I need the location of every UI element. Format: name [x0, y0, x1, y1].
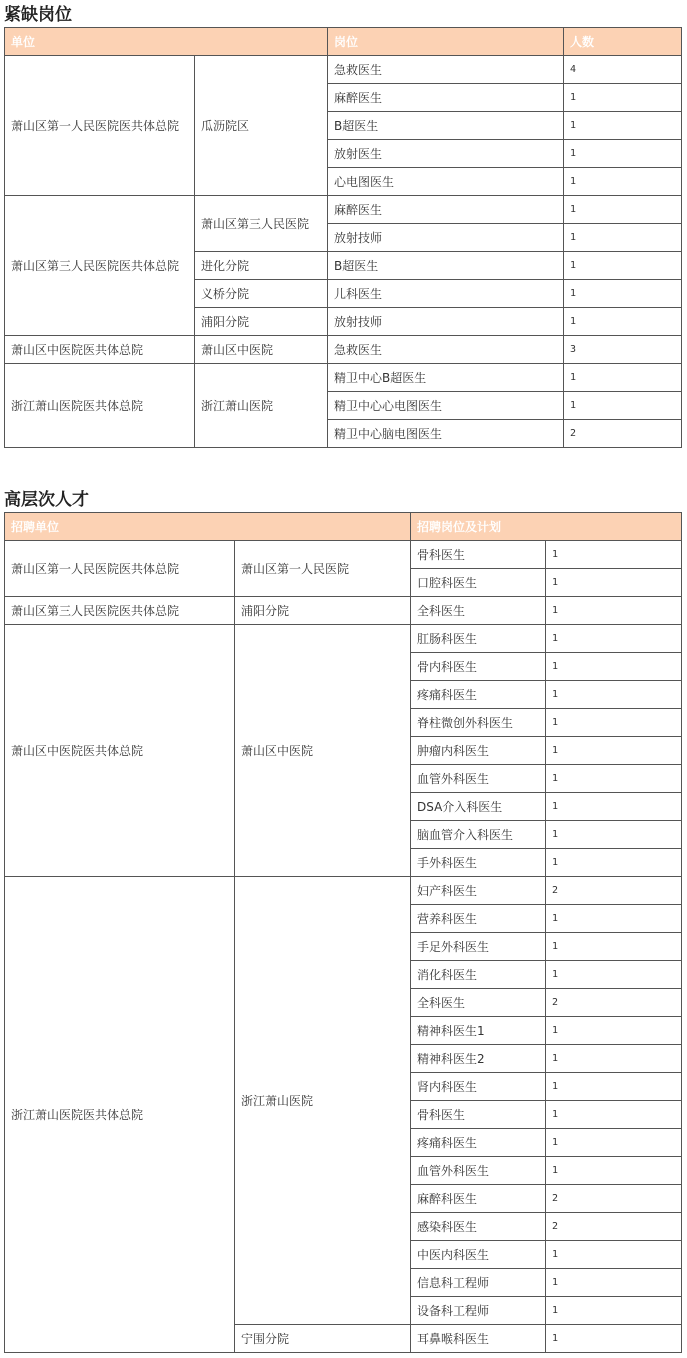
position-cell: 消化科医生 — [411, 961, 546, 989]
count-cell: 2 — [546, 1213, 682, 1241]
sub-unit-cell: 瓜沥院区 — [195, 56, 328, 196]
sub-unit-cell: 萧山区第三人民医院 — [195, 196, 328, 252]
count-cell: 1 — [546, 821, 682, 849]
group-cell: 萧山区第一人民医院医共体总院 — [5, 56, 195, 196]
position-cell: 感染科医生 — [411, 1213, 546, 1241]
sub-unit-cell: 浙江萧山医院 — [235, 877, 411, 1325]
table-row — [5, 877, 682, 905]
position-cell: 肿瘤内科医生 — [411, 737, 546, 765]
position-cell: 手外科医生 — [411, 849, 546, 877]
header-count: 人数 — [564, 28, 682, 56]
position-cell: 中医内科医生 — [411, 1241, 546, 1269]
sub-unit-cell: 义桥分院 — [195, 280, 328, 308]
position-cell: 血管外科医生 — [411, 1157, 546, 1185]
count-cell: 2 — [546, 989, 682, 1017]
position-cell: 信息科工程师 — [411, 1269, 546, 1297]
group-cell: 萧山区中医院医共体总院 — [5, 336, 195, 364]
group-cell: 萧山区中医院医共体总院 — [5, 625, 235, 877]
position-cell: 放射技师 — [328, 224, 564, 252]
position-cell: 儿科医生 — [328, 280, 564, 308]
shortage-positions-table — [4, 27, 682, 448]
count-cell: 1 — [546, 597, 682, 625]
position-cell: 麻醉医生 — [328, 84, 564, 112]
position-cell: 骨科医生 — [411, 1101, 546, 1129]
count-cell: 4 — [564, 56, 682, 84]
count-cell: 2 — [546, 877, 682, 905]
count-cell: 1 — [546, 1297, 682, 1325]
sub-unit-cell: 萧山区第一人民医院 — [235, 541, 411, 597]
table-row — [5, 336, 682, 364]
count-cell: 1 — [546, 765, 682, 793]
position-cell: 营养科医生 — [411, 905, 546, 933]
position-cell: 全科医生 — [411, 597, 546, 625]
position-cell: 脊柱微创外科医生 — [411, 709, 546, 737]
position-cell: 肾内科医生 — [411, 1073, 546, 1101]
header-position: 岗位 — [328, 28, 564, 56]
position-cell: 疼痛科医生 — [411, 681, 546, 709]
position-cell: 设备科工程师 — [411, 1297, 546, 1325]
count-cell: 1 — [564, 252, 682, 280]
count-cell: 1 — [564, 168, 682, 196]
count-cell: 1 — [546, 1073, 682, 1101]
position-cell: 急救医生 — [328, 336, 564, 364]
group-cell: 萧山区第一人民医院医共体总院 — [5, 541, 235, 597]
count-cell: 1 — [546, 1129, 682, 1157]
position-cell: 心电图医生 — [328, 168, 564, 196]
count-cell: 3 — [564, 336, 682, 364]
count-cell: 1 — [564, 392, 682, 420]
count-cell: 1 — [546, 793, 682, 821]
table-row — [5, 364, 682, 392]
sub-unit-cell: 萧山区中医院 — [195, 336, 328, 364]
position-cell: DSA介入科医生 — [411, 793, 546, 821]
table-row — [5, 597, 682, 625]
sub-unit-cell: 浦阳分院 — [195, 308, 328, 336]
count-cell: 1 — [564, 196, 682, 224]
count-cell: 2 — [546, 1185, 682, 1213]
position-cell: 精神科医生2 — [411, 1045, 546, 1073]
position-cell: 口腔科医生 — [411, 569, 546, 597]
sub-unit-cell: 浦阳分院 — [235, 597, 411, 625]
group-cell: 浙江萧山医院医共体总院 — [5, 364, 195, 448]
count-cell: 1 — [546, 653, 682, 681]
section-title-shortage: 紧缺岗位 — [4, 5, 72, 25]
sub-unit-cell: 萧山区中医院 — [235, 625, 411, 877]
table-row — [5, 625, 682, 653]
count-cell: 1 — [546, 1017, 682, 1045]
count-cell: 1 — [546, 849, 682, 877]
count-cell: 1 — [564, 140, 682, 168]
count-cell: 1 — [546, 1157, 682, 1185]
position-cell: 疼痛科医生 — [411, 1129, 546, 1157]
position-cell: 精卫中心B超医生 — [328, 364, 564, 392]
position-cell: 妇产科医生 — [411, 877, 546, 905]
position-cell: 全科医生 — [411, 989, 546, 1017]
header-recruiting-unit: 招聘单位 — [5, 513, 411, 541]
position-cell: 肛肠科医生 — [411, 625, 546, 653]
count-cell: 1 — [546, 681, 682, 709]
count-cell: 1 — [546, 1325, 682, 1353]
table-header-row — [5, 28, 682, 56]
position-cell: 精神科医生1 — [411, 1017, 546, 1045]
count-cell: 1 — [564, 280, 682, 308]
group-cell: 浙江萧山医院医共体总院 — [5, 877, 235, 1353]
position-cell: 精卫中心心电图医生 — [328, 392, 564, 420]
count-cell: 1 — [564, 308, 682, 336]
count-cell: 1 — [564, 364, 682, 392]
position-cell: 脑血管介入科医生 — [411, 821, 546, 849]
table-row — [5, 541, 682, 569]
table-row — [5, 56, 682, 84]
count-cell: 1 — [546, 709, 682, 737]
table-header-row — [5, 513, 682, 541]
count-cell: 1 — [546, 1101, 682, 1129]
count-cell: 1 — [564, 224, 682, 252]
count-cell: 1 — [546, 961, 682, 989]
count-cell: 1 — [564, 84, 682, 112]
count-cell: 1 — [546, 625, 682, 653]
count-cell: 1 — [546, 933, 682, 961]
position-cell: 麻醉医生 — [328, 196, 564, 224]
header-unit: 单位 — [5, 28, 328, 56]
position-cell: 血管外科医生 — [411, 765, 546, 793]
count-cell: 1 — [564, 112, 682, 140]
sub-unit-cell: 浙江萧山医院 — [195, 364, 328, 448]
header-recruiting-plan: 招聘岗位及计划 — [411, 513, 682, 541]
sub-unit-cell: 宁围分院 — [235, 1325, 411, 1353]
count-cell: 1 — [546, 569, 682, 597]
count-cell: 1 — [546, 737, 682, 765]
count-cell: 1 — [546, 905, 682, 933]
section-title-talent: 高层次人才 — [4, 490, 89, 510]
position-cell: 手足外科医生 — [411, 933, 546, 961]
count-cell: 1 — [546, 1269, 682, 1297]
position-cell: 耳鼻喉科医生 — [411, 1325, 546, 1353]
count-cell: 2 — [564, 420, 682, 448]
table-row — [5, 196, 682, 224]
position-cell: 骨科医生 — [411, 541, 546, 569]
position-cell: 放射医生 — [328, 140, 564, 168]
position-cell: B超医生 — [328, 112, 564, 140]
position-cell: 麻醉科医生 — [411, 1185, 546, 1213]
high-level-talent-table — [4, 512, 682, 1353]
position-cell: B超医生 — [328, 252, 564, 280]
group-cell: 萧山区第三人民医院医共体总院 — [5, 597, 235, 625]
count-cell: 1 — [546, 541, 682, 569]
count-cell: 1 — [546, 1045, 682, 1073]
position-cell: 精卫中心脑电图医生 — [328, 420, 564, 448]
group-cell: 萧山区第三人民医院医共体总院 — [5, 196, 195, 336]
sub-unit-cell: 进化分院 — [195, 252, 328, 280]
position-cell: 骨内科医生 — [411, 653, 546, 681]
position-cell: 放射技师 — [328, 308, 564, 336]
count-cell: 1 — [546, 1241, 682, 1269]
position-cell: 急救医生 — [328, 56, 564, 84]
